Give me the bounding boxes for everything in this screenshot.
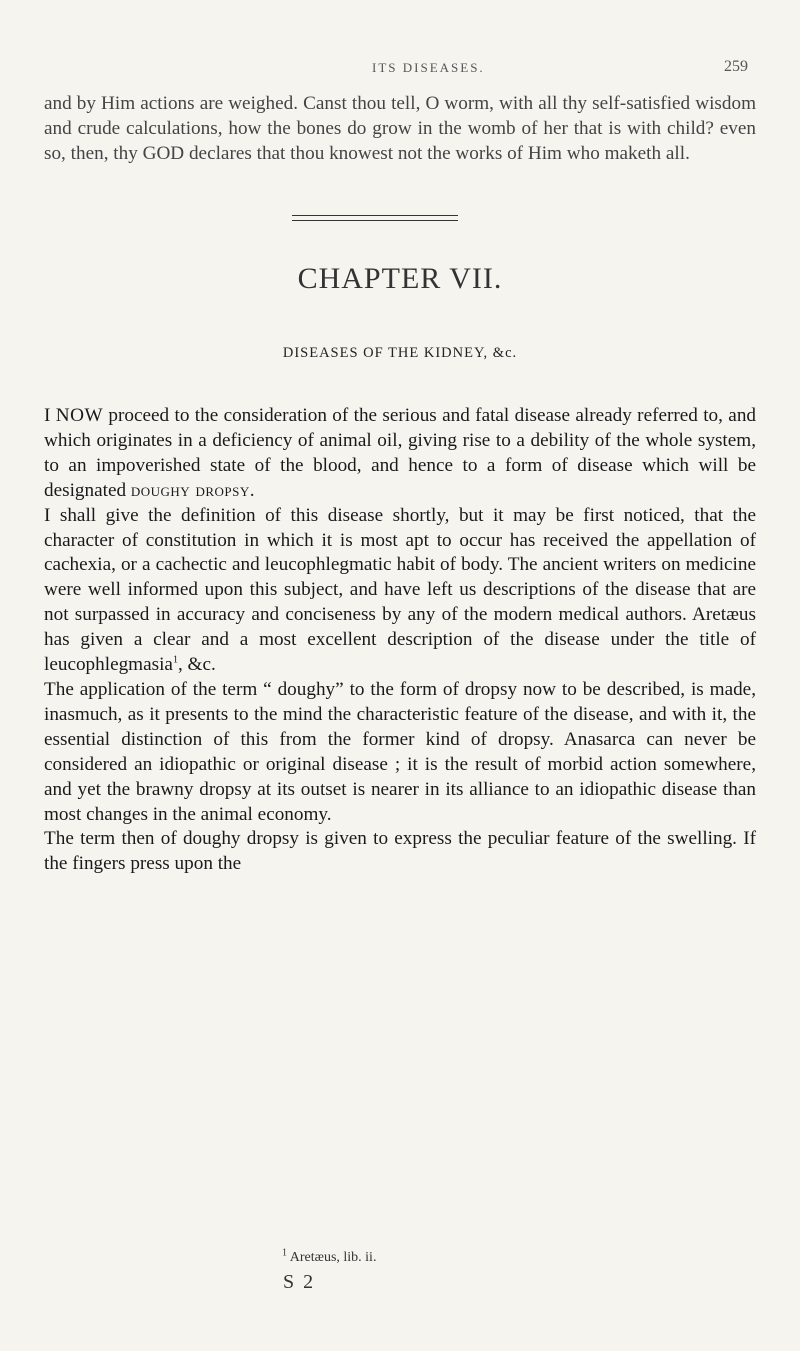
paragraph-1-smallcaps: NOW xyxy=(55,405,104,426)
paragraph-4: The term then of doughy dropsy is given to express the peculiar feature of the swelling. If the fingers press upon the xyxy=(44,828,756,875)
chapter-rule-top xyxy=(292,215,458,216)
paragraph-1 xyxy=(44,404,756,504)
page-number: 259 xyxy=(724,58,748,75)
chapter-rule-bottom xyxy=(292,220,458,221)
paragraph-1-term: doughy dropsy. xyxy=(130,479,256,501)
paragraph-2-text: I shall give the definition of this disease shortly, but it may be first noticed, that the character of constitution in which it is most apt to occur has received the appellation of cachexia, or a cachectic and leucophlegmatic habit of body. The ancient writers on medicine were well informed upon this subject, and have left us descriptions of the disease that are not surpassed in accuracy and conciseness by any of the modern medical authors. Aretæus has given a clear and a most excellent description of the disease under the title of leucophlegmasia xyxy=(44,504,756,676)
footnote-text: Aretæus, lib. ii. xyxy=(287,1250,377,1265)
signature-mark: S 2 xyxy=(283,1271,316,1293)
paragraph-1-text: proceed to the consideration of the serious and fatal disease already referred to, and which originates in a deficiency of animal oil, giving rise to a debility of the whole system, to an impoverished state of the blood, and hence to a form of disease which will be designated xyxy=(44,405,757,501)
footnote-reference: 1 xyxy=(172,654,178,666)
footnote xyxy=(282,1247,377,1266)
running-head xyxy=(0,60,800,80)
paragraph-1-dropcap: I xyxy=(44,405,51,426)
chapter-body xyxy=(44,404,756,877)
continuation-paragraph: and by Him actions are weighed. Canst thou tell, O worm, with all thy self-satisfied wisdom and crude calculations, how the bones do grow in the womb of her that is with child? even so, then, thy GOD declares that thou knowest not the works of Him who maketh all. xyxy=(44,93,756,164)
paragraph-2-tail: , &c. xyxy=(177,654,216,676)
footnote-mark: 1 xyxy=(282,1247,287,1259)
paragraph-2 xyxy=(44,504,756,678)
chapter-subtitle: DISEASES OF THE KIDNEY, &c. xyxy=(282,345,518,361)
chapter-title: CHAPTER VII. xyxy=(297,262,503,295)
paragraph-3: The application of the term “ doughy” to the form of dropsy now to be described, is made, inasmuch, as it presents to the mind the characteristic feature of the disease, and with it, the essential distinction of this from the former kind of dropsy. Anasarca can never be considered an idiopathic or original disease ; it is the result of morbid action somewhere, and yet the brawny dropsy at its outset is nearer in its alliance to an idiopathic disease than most changes in the animal economy. xyxy=(44,678,756,825)
running-title: ITS DISEASES. xyxy=(372,60,485,75)
